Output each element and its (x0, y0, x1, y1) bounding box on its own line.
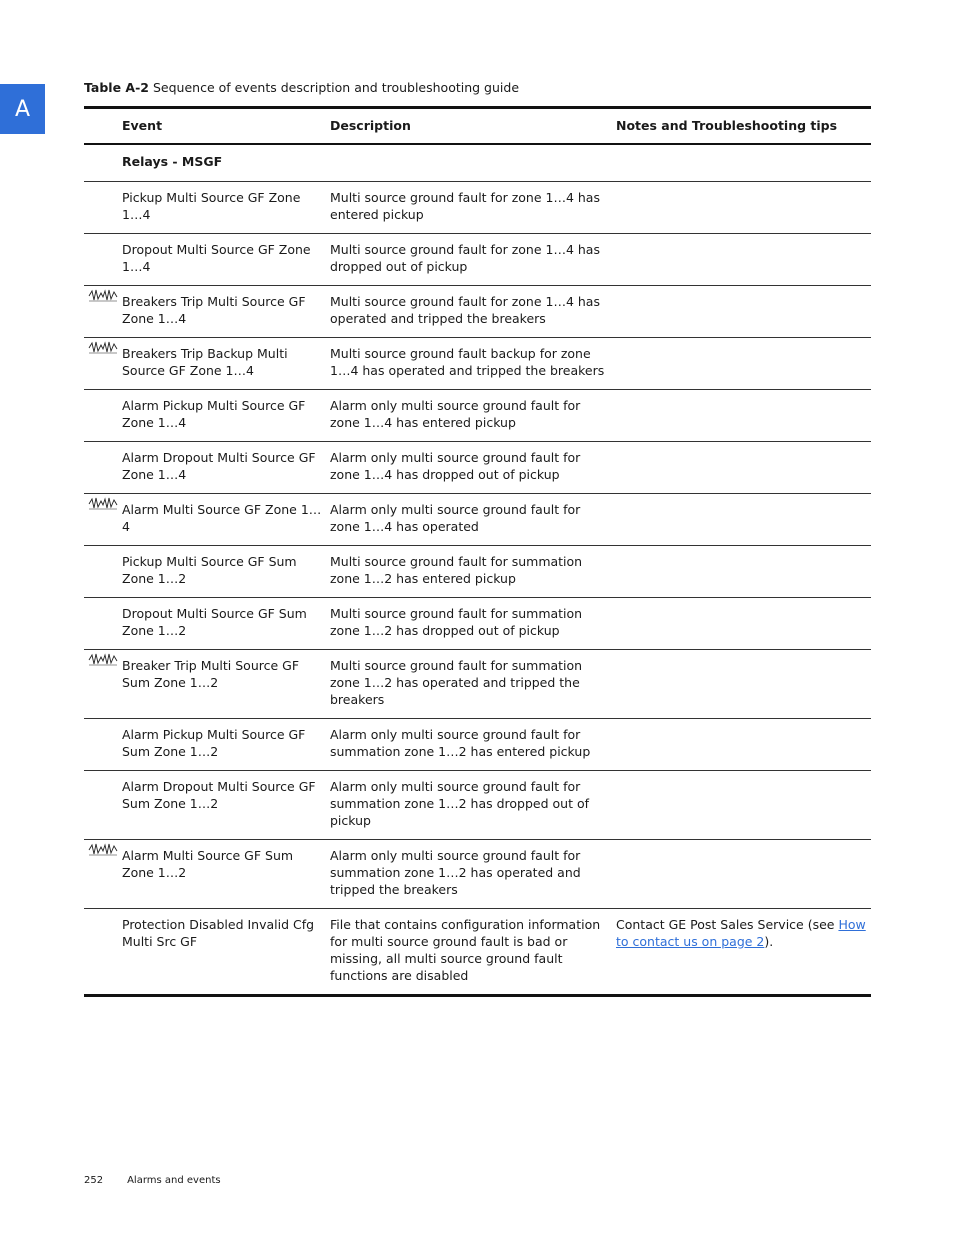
description-cell: Multi source ground fault backup for zone 1…4 has operated and tripped the breakers (330, 337, 616, 389)
notes-text-end: ). (764, 933, 774, 949)
event-cell: Alarm Multi Source GF Sum Zone 1…2 (122, 839, 330, 908)
footer-section-title: Alarms and events (127, 1175, 221, 1186)
table-caption-text: Sequence of events description and troubleshooting guide (152, 80, 520, 95)
event-cell: Alarm Multi Source GF Zone 1…4 (122, 493, 330, 545)
description-cell: Alarm only multi source ground fault for summation zone 1…2 has entered pickup (330, 718, 616, 770)
page-footer (84, 1175, 221, 1186)
description-column-header: Description (330, 108, 616, 144)
event-column-header: Event (122, 108, 330, 144)
event-cell: Pickup Multi Source GF Zone 1…4 (122, 181, 330, 233)
description-cell: Multi source ground fault for zone 1…4 has entered pickup (330, 181, 616, 233)
table-row (84, 770, 871, 839)
description-cell: Alarm only multi source ground fault for summation zone 1…2 has operated and tripped the breakers (330, 839, 616, 908)
description-cell: Alarm only multi source ground fault for zone 1…4 has operated (330, 493, 616, 545)
notes-cell (616, 181, 871, 233)
description-cell: Alarm only multi source ground fault for summation zone 1…2 has dropped out of pickup (330, 770, 616, 839)
table-header-row (84, 108, 871, 144)
events-table (84, 106, 871, 997)
table-row (84, 545, 871, 597)
description-cell: Multi source ground fault for summation zone 1…2 has operated and tripped the breakers (330, 649, 616, 718)
table-row (84, 908, 871, 995)
waveform-capture-icon (88, 652, 118, 666)
table-row (84, 285, 871, 337)
notes-cell (616, 389, 871, 441)
waveform-capture-icon (88, 842, 118, 856)
notes-cell (616, 908, 871, 995)
table-row (84, 718, 871, 770)
section-title: Relays - MSGF (122, 144, 330, 182)
appendix-tab: A (0, 84, 45, 134)
event-cell: Alarm Pickup Multi Source GF Zone 1…4 (122, 389, 330, 441)
event-cell: Breaker Trip Multi Source GF Sum Zone 1…2 (122, 649, 330, 718)
waveform-capture-icon (88, 288, 118, 302)
notes-cell (616, 649, 871, 718)
table-row (84, 233, 871, 285)
description-cell: Alarm only multi source ground fault for zone 1…4 has dropped out of pickup (330, 441, 616, 493)
notes-cell (616, 337, 871, 389)
table-caption (84, 80, 519, 95)
table-row (84, 441, 871, 493)
waveform-capture-icon (88, 340, 118, 354)
table-row (84, 649, 871, 718)
table-row (84, 389, 871, 441)
table-row (84, 597, 871, 649)
page-number: 252 (84, 1175, 104, 1186)
event-cell: Alarm Pickup Multi Source GF Sum Zone 1…2 (122, 718, 330, 770)
notes-cell (616, 770, 871, 839)
notes-cell (616, 597, 871, 649)
description-cell: Multi source ground fault for zone 1…4 has operated and tripped the breakers (330, 285, 616, 337)
event-cell: Protection Disabled Invalid Cfg Multi Src GF (122, 908, 330, 995)
notes-cell (616, 285, 871, 337)
notes-column-header: Notes and Troubleshooting tips (616, 108, 871, 144)
event-cell: Dropout Multi Source GF Zone 1…4 (122, 233, 330, 285)
section-row (84, 144, 871, 182)
event-cell: Alarm Dropout Multi Source GF Zone 1…4 (122, 441, 330, 493)
notes-cell (616, 839, 871, 908)
contact-us-link[interactable]: How to contact us on page 2 (616, 916, 866, 949)
event-cell: Breakers Trip Multi Source GF Zone 1…4 (122, 285, 330, 337)
table-row (84, 181, 871, 233)
waveform-capture-icon (88, 496, 118, 510)
description-cell: Multi source ground fault for summation zone 1…2 has entered pickup (330, 545, 616, 597)
description-cell: File that contains configuration information for multi source ground fault is bad or missing, all multi source ground fault functions are disabled (330, 908, 616, 995)
event-cell: Pickup Multi Source GF Sum Zone 1…2 (122, 545, 330, 597)
table-row (84, 337, 871, 389)
table-row (84, 839, 871, 908)
event-cell: Dropout Multi Source GF Sum Zone 1…2 (122, 597, 330, 649)
notes-cell (616, 233, 871, 285)
description-cell: Multi source ground fault for summation zone 1…2 has dropped out of pickup (330, 597, 616, 649)
notes-cell (616, 545, 871, 597)
table-caption-label: Table A-2 (84, 80, 149, 95)
notes-cell (616, 441, 871, 493)
table-row (84, 493, 871, 545)
description-cell: Alarm only multi source ground fault for zone 1…4 has entered pickup (330, 389, 616, 441)
icon-column-header (84, 108, 122, 144)
notes-cell (616, 493, 871, 545)
description-cell: Multi source ground fault for zone 1…4 has dropped out of pickup (330, 233, 616, 285)
event-cell: Alarm Dropout Multi Source GF Sum Zone 1…2 (122, 770, 330, 839)
notes-cell (616, 718, 871, 770)
event-cell: Breakers Trip Backup Multi Source GF Zone 1…4 (122, 337, 330, 389)
notes-text: Contact GE Post Sales Service (see (616, 916, 839, 932)
